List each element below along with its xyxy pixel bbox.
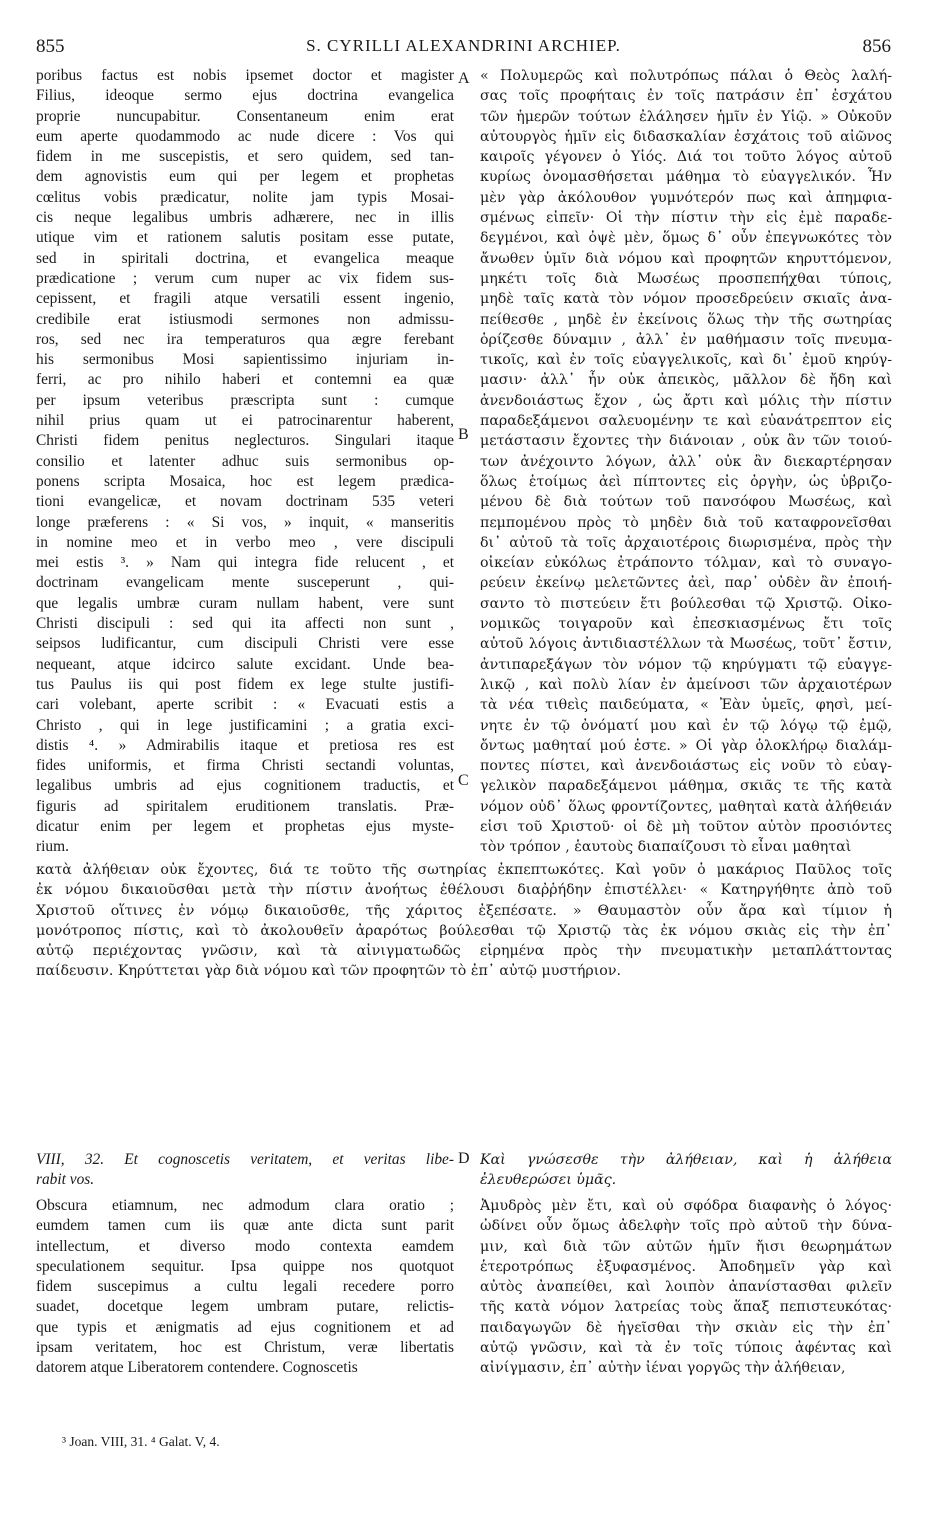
text-line: αὐτοῦ λόγοις ἀντιδιαστέλλων τὰ Μωσέως, τοῦτ᾽ ἔστιν, — [480, 636, 892, 653]
text-line: legalibus umbris ad ejus cognitionem traductis, et — [36, 777, 454, 795]
text-line: que legalis umbræ curam nullam habent, vere sunt — [36, 594, 454, 612]
text-line: τὸν τρόπον , ἑαυτοὺς διαπαίζουσι τὸ εἶναι μαθηταὶ — [480, 839, 852, 856]
margin-marker-a: A — [458, 70, 470, 87]
text-line: κατὰ ἀλήθειαν οὐκ ἔχοντες, διά τε τοῦτο τῆς σωτηρίας ἐκπεπτωκότες. Καὶ γοῦν ὁ μακάριος Παῦλος τοῖς — [36, 862, 892, 878]
text-line: ποντες πίστει, καὶ ἀνενδοιάστως εἰς νοῦν τὸ εὐαγ- — [480, 758, 892, 775]
text-line: utique vim et rationem salutis positam esse putate, — [36, 229, 454, 247]
text-line: fidem in me suscepistis, et sero quidem, sed tan- — [36, 148, 454, 166]
text-line: ὁρίζεσθε δύναμιν , ἀλλ᾽ ἐν μαθήμασιν τοῖς πνευμα- — [480, 331, 892, 348]
text-line: distis ⁴. » Admirabilis itaque et pretiosa res est — [36, 736, 454, 754]
text-line: τικοῖς, καὶ ἐν τοῖς εὐαγγελικοῖς, καὶ δι᾽ ἐμοῦ κηρύγ- — [480, 352, 892, 369]
text-line: μηκέτι τοῖς διὰ Μωσέως προσπεπήχθαι τύποις, — [480, 270, 892, 287]
running-head-title: S. CYRILLI ALEXANDRINI ARCHIEP. — [306, 36, 621, 55]
text-line: μὲν γὰρ ἀκόλουθον γυμνότερόν πως καὶ ἀπημφια- — [480, 189, 892, 206]
text-line: μηδὲ ταῖς κατὰ τὸν νόμον προσεδρεύειν σκιαῖς ἀνα- — [480, 291, 892, 308]
text-line: doctrinam evangelicam mente susceperunt , qui- — [36, 574, 454, 592]
greek-section-heading — [480, 1150, 892, 1191]
text-line: tus Paulus iis qui post fidem ex lege stulte justifi- — [36, 675, 454, 693]
running-header — [36, 36, 891, 64]
text-line: cis neque legalibus umbris adhærere, nec in illis — [36, 209, 454, 227]
text-line: cepissent, et fragili atque versatili essent ingenio, — [36, 290, 454, 308]
greek-full-width-text — [36, 860, 892, 982]
text-line: μιν, καὶ διὰ τῶν αὐτῶν ἡμῖν ἤισι θεωρημάτων — [480, 1238, 892, 1255]
text-line: tioni evangelicæ, et novam doctrinam 535 veteri — [36, 493, 454, 511]
text-line: fidem suscepimus a cultu legali recedere porro — [36, 1278, 454, 1296]
text-line: μένου δὲ διὰ τούτων τοῦ πανσόφου Μωσέως, καὶ — [480, 494, 892, 511]
text-line: nihil prius quam ut ei patrocinarentur haberent, — [36, 412, 454, 430]
text-line: rabit vos. — [36, 1171, 95, 1189]
text-line: σαντο τὸ πιστεύειν ἔτι βούλεσθαι τῷ Χριστῷ. Οἰκο- — [480, 595, 892, 612]
text-line: ρεύειν ἐκείνῳ μελετῶντες ἀεὶ, παρ᾽ οὐδὲν ἂν ἐποιή- — [480, 575, 892, 592]
text-line: ἐλευθερώσει ὑμᾶς. — [480, 1172, 617, 1189]
text-line: Christi discipuli : sed qui ita affecti non sunt , — [36, 615, 454, 633]
text-line: τῶν ἡμερῶν τούτων ἐλάλησεν ἡμῖν ἐν Υἱῷ. » Οὐκοῦν — [480, 108, 892, 125]
margin-marker-b: B — [458, 426, 469, 443]
text-line: οἰκείαν εὐκόλως ἐτράποντο τόλμαν, καὶ τὸ συναγο- — [480, 555, 892, 572]
text-line: rium. — [36, 838, 69, 856]
text-line: μετάστασιν ἔχοντες τὴν διάνοιαν , οὐκ ἂν τῶν τοιού- — [480, 433, 892, 450]
text-line: νομικῶς τοιγαροῦν καὶ ἐπεσκιασμένως ἔτι τοῖς — [480, 616, 892, 633]
text-line: proprie nuncupabitur. Consentaneum enim erat — [36, 107, 454, 125]
text-line: cœlitus vobis prædicatur, nolite jam typis Mosai- — [36, 188, 454, 206]
text-line: mei estis ³. » Nam qui integra fide relucent , et — [36, 554, 454, 572]
text-line: VIII, 32. Et cognoscetis veritatem, et veritas libe- — [36, 1151, 454, 1168]
latin-column-bottom — [36, 1196, 454, 1379]
text-line: των ἀνέχοιντο λόγων, ἀλλ᾽ οὐκ ἂν διεκαρτέρησαν — [480, 453, 892, 470]
text-line: in nomine meo et in verbo meo , vere discipuli — [36, 533, 454, 551]
text-line: sed in spiritali doctrina, et evangelica meaque — [36, 249, 454, 267]
text-line: Filius, ideoque sermo ejus doctrina evangelica — [36, 87, 454, 105]
text-line: ἀντιπαρεξάγων τὸν νόμον τῷ κηρύγματι τῷ εὐαγγε- — [480, 656, 892, 673]
text-line: consilio et latenter adhuc suis sermonibus op- — [36, 452, 454, 470]
text-line: αὐτῷ περιέχοντας γνῶσιν, καὶ τὰ αἰνιγματωδῶς εἰρημένα πρὸς τὴν πνευματικὴν μεταπλάττοντας — [36, 943, 892, 960]
text-line: δεγμένοι, καὶ ὀψὲ μὲν, ὅμως δ᾽ οὖν ἐπεγνωκότες τὸν — [480, 230, 892, 247]
text-line: πείθεσθε , μηδὲ ἐν ἐκείνοις ὅλως τὴν τῆς σωτηρίας — [480, 311, 892, 328]
text-line: dicatur enim per legem et prophetas ejus myste- — [36, 817, 454, 835]
greek-column-top — [480, 66, 892, 858]
text-line: Christi fidem penitus neglecturos. Singulari itaque — [36, 432, 454, 450]
margin-marker-c: C — [458, 772, 469, 789]
text-line: αὐτουργὸς ἡμῖν εἰς διδασκαλίαν ἐσχάτοις τοῦ αἰῶνος — [480, 128, 892, 145]
text-line: νόμον οὐδ᾽ ὅλως φροντίζοντες, μαθηταὶ κατὰ ἀλήθειάν — [480, 798, 892, 815]
text-line: παίδευσιν. Κηρύττεται γὰρ διὰ νόμου καὶ τῶν προφητῶν τὸ ἐπ᾽ αὐτῷ μυστήριον. — [36, 963, 621, 980]
text-line: αὐτὸς ἀναπείθει, καὶ λοιπὸν ἀπανίστασθαι φιλεῖν — [480, 1279, 892, 1296]
text-line: Christo , qui in lege justificamini ; a gratia exci- — [36, 716, 454, 734]
greek-column-bottom — [480, 1196, 892, 1379]
text-line: que typis et ænigmatis ad ejus cognitionem et ad — [36, 1318, 454, 1336]
footnote: ³ Joan. VIII, 31. ⁴ Galat. V, 4. — [62, 1434, 220, 1449]
latin-column-top — [36, 66, 454, 858]
text-line: τὰ νέα τιθεὶς παιδεύματα, « Ἐὰν ὑμεῖς, φησὶ, μεί- — [480, 697, 892, 714]
text-line: Obscura etiamnum, nec admodum clara oratio ; — [36, 1197, 454, 1214]
text-line: εἰσι τοῦ Χριστοῦ· οἱ δὲ μὴ τοῦτον αὐτὸν προσιόντες — [480, 818, 892, 835]
text-line: poribus factus est nobis ipsemet doctor et magister — [36, 67, 454, 84]
text-line: αἰνίγμασιν, ἐπ᾽ αὐτὴν ἰέναι γοργῶς τὴν ἀλήθειαν, — [480, 1360, 846, 1377]
text-line: suadet, docetque legem umbram putare, relictis- — [36, 1298, 454, 1316]
text-line: figuris ad spiritalem eruditionem translatis. Præ- — [36, 797, 454, 815]
text-line: Ἀμυδρὸς μὲν ἔτι, καὶ οὐ σφόδρα διαφανὴς ὁ λόγος· — [480, 1198, 892, 1214]
text-line: πεμπομένου πρὸς τὸ μηδὲν διὰ τοῦ καταφρονεῖσθαι — [480, 514, 892, 531]
text-line: ἐκ νόμου δικαιοῦσθαι μετὰ τὴν πίστιν ἀνοήτως ἐθέλουσι διαῤῥήδην ἐπιστέλλει· « Κατηργήθητε ἀπὸ τοῦ — [36, 882, 892, 899]
text-line: ferri, ac pro nihilo haberi et contemni ea quæ — [36, 371, 454, 389]
text-line: καιροῖς γέγονεν ὁ Υἱός. Διά τοι τοῦτο λόγος αὐτοῦ — [480, 149, 892, 166]
text-line: ἀνενδοιάστως ἔχον , ὡς ἄρτι καὶ μόλις τὴν πίστιν — [480, 392, 892, 409]
text-line: « Πολυμερῶς καὶ πολυτρόπως πάλαι ὁ Θεὸς λαλή- — [480, 68, 892, 84]
text-line: ponens scripta Mosaica, hoc est legem prædica- — [36, 472, 454, 490]
text-line: nequeant, atque idcirco salute excidant. Unde bea- — [36, 655, 454, 673]
text-line: σμένως εἰπεῖν· Οἱ τὴν πίστιν τὴν εἰς ἐμὲ παραδε- — [480, 210, 892, 227]
text-line: eumdem tamen cum iis quæ ante dicta sunt parit — [36, 1217, 454, 1235]
text-line: ἄνωθεν ὑμῖν διὰ νόμου καὶ προφητῶν κηρυττόμενον, — [480, 250, 892, 267]
text-line: prædicatione ; verum cum nuper ac vix fidem sus- — [36, 269, 454, 287]
text-line: ὠδίνει οὖν ὅμως ἀδελφὴν τοῖς πρὸ αὐτοῦ τὴν δύνα- — [480, 1218, 892, 1235]
text-line: κυρίως ὀνομασθήσεται μάθημα τὸ εὐαγγελικόν. Ἦν — [480, 169, 892, 186]
text-line: ὅλως ἑτοίμως ἀεὶ πίπτοντες εἰς ὀργὴν, ὡς ὑβριζο- — [480, 473, 892, 490]
text-line: ὄντως μαθηταί μού ἐστε. » Οἱ γὰρ ὁλοκλήρῳ διαλάμ- — [480, 737, 892, 754]
text-line: his sermonibus Mosi sapientissimo injuriam in- — [36, 351, 454, 369]
text-line: Καὶ γνώσεσθε τὴν ἀλήθειαν, καὶ ἡ ἀλήθεια — [480, 1152, 892, 1168]
text-line: longe præferens : « Si vos, » inquit, « manseritis — [36, 513, 454, 531]
text-line: dem agnovistis eum qui per legem et prophetas — [36, 168, 454, 186]
text-line: ipsam veritatem, hoc est Christum, veræ libertatis — [36, 1339, 454, 1357]
text-line: seipsos ludificantur, cum discipuli Christi vere esse — [36, 635, 454, 653]
right-page-number: 856 — [862, 36, 891, 57]
text-line: μονότροπος πίστις, καὶ τὸ ἀκολουθεῖν ἀραρότως βούλεσθαι τῷ Χριστῷ τὰς ἐκ νόμου σκιὰς εἰς τὴν ἐπ᾽ — [36, 922, 892, 939]
text-line: fides uniformis, et firma Christi sectandi voluntas, — [36, 757, 454, 775]
text-line: ros, sed nec ira temperaturos qua ægre ferebant — [36, 330, 454, 348]
text-line: datorem atque Liberatorem contendere. Cognoscetis — [36, 1359, 358, 1377]
text-line: αὐτῷ γνῶσιν, καὶ τὰ ἐν τοῖς τύποις ἀφέντας καὶ — [480, 1340, 892, 1357]
text-line: Χριστοῦ οἵτινες ἐν νόμῳ δικαιοῦσθε, τῆς χάριτος ἐξεπέσατε. » Θαυμαστὸν οὖν ἄρα καὶ τίμιον ἡ — [36, 902, 892, 919]
text-line: τῆς κατὰ νόμον λατρείας τοὺς ἅπαξ πεπιστευκότας· — [480, 1299, 892, 1316]
text-line: γελικὸν παραδεξάμενοι μάθημα, σκιᾶς τε τῆς κατὰ — [480, 778, 892, 795]
latin-section-heading — [36, 1150, 454, 1191]
text-line: παραδεξάμενοι σαλευομένην τε καὶ εὐανάτρεπτον εἰς — [480, 413, 892, 430]
text-line: νητε ἐν τῷ ὀνόματί μου καὶ ἐν τῷ λόγῳ τῷ ἐμῷ, — [480, 717, 892, 734]
margin-marker-d: D — [458, 1150, 470, 1167]
text-line: eum aperte quodammodo ac nude dicere : Vos qui — [36, 127, 454, 145]
text-line: intellectum, et diverso modo contexta eamdem — [36, 1237, 454, 1255]
text-line: per ipsum veteribus præscripta sunt : cumque — [36, 391, 454, 409]
text-line: ἑτεροτρόπως ἐξυφασμένος. Ἀποδημεῖν γὰρ καὶ — [480, 1258, 892, 1275]
text-line: credibile erat istiusmodi sermones non admissu- — [36, 310, 454, 328]
left-page-number: 855 — [36, 36, 65, 57]
text-line: μασιν· ἀλλ᾽ ἦν οὐκ ἀπεικὸς, μᾶλλον δὲ ἤδη καὶ — [480, 372, 892, 389]
text-line: σας τοῖς προφήταις ἐν τοῖς πατράσιν ἐπ᾽ ἐσχάτου — [480, 88, 892, 105]
text-line: cari volebant, aperte scribit : « Evacuati estis a — [36, 696, 454, 714]
text-line: λικῷ , καὶ πολὺ λίαν ἐν ἀμείνοσι τῶν ἀρχαιοτέρων — [480, 676, 892, 693]
text-line: δι᾽ αὐτοῦ τὰ τοῖς ἀρχαιοτέροις διωρισμένα, πρὸς τὴν — [480, 534, 892, 551]
text-line: παιδαγωγῶν δὲ ἡγεῖσθαι τὴν σκιὰν εἰς τὴν ἐπ᾽ — [480, 1319, 892, 1336]
text-line: speculationem sequitur. Ipsa quippe nos quotquot — [36, 1257, 454, 1275]
